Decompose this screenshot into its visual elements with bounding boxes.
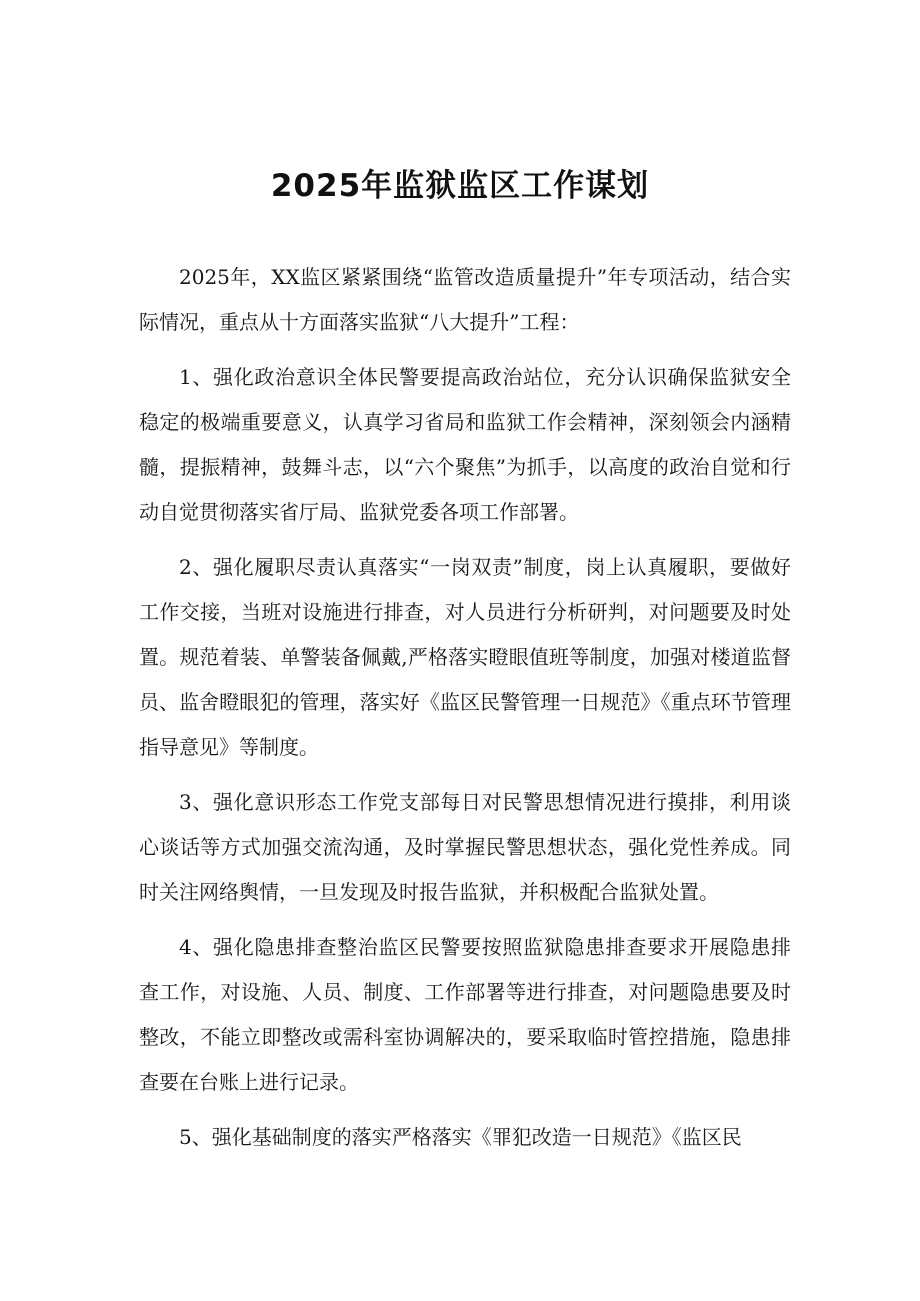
paragraph-item-2: 2、强化履职尽责认真落实“一岗双责”制度，岗上认真履职，要做好工作交接，当班对设施进行排查，对人员进行分析研判，对问题要及时处置。规范着装、单警装备佩戴,严格落实瞪眼值班等制度，加强对楼道监督员、监舍瞪眼犯的管理，落实好《监区民警管理一日规范》《重点环节管理指导意见》等制度。 [139, 555, 791, 759]
paragraph-item-5: 5、强化基础制度的落实严格落实《罪犯改造一日规范》《监区民 [179, 1125, 742, 1149]
document-body [139, 255, 791, 1170]
paragraph-item-3: 3、强化意识形态工作党支部每日对民警思想情况进行摸排，利用谈心谈话等方式加强交流沟通，及时掌握民警思想状态，强化党性养成。同时关注网络舆情，一旦发现及时报告监狱，并积极配合监狱处置。 [139, 790, 791, 904]
paragraph-item-1: 1、强化政治意识全体民警要提高政治站位，充分认识确保监狱安全稳定的极端重要意义，认真学习省局和监狱工作会精神，深刻领会内涵精髓，提振精神，鼓舞斗志，以“六个聚焦”为抓手，以高度的政治自觉和行动自觉贯彻落实省厅局、监狱党委各项工作部署。 [139, 365, 791, 524]
paragraph-item-4: 4、强化隐患排查整治监区民警要按照监狱隐患排查要求开展隐患排查工作，对设施、人员、制度、工作部署等进行排查，对问题隐患要及时整改，不能立即整改或需科室协调解决的，要采取临时管控措施，隐患排查要在台账上进行记录。 [139, 935, 791, 1094]
document-title: 2025年监狱监区工作谋划 [270, 168, 650, 204]
intro-paragraph: 2025年，XX监区紧紧围绕“监管改造质量提升”年专项活动，结合实际情况，重点从十方面落实监狱“八大提升”工程： [139, 265, 791, 334]
